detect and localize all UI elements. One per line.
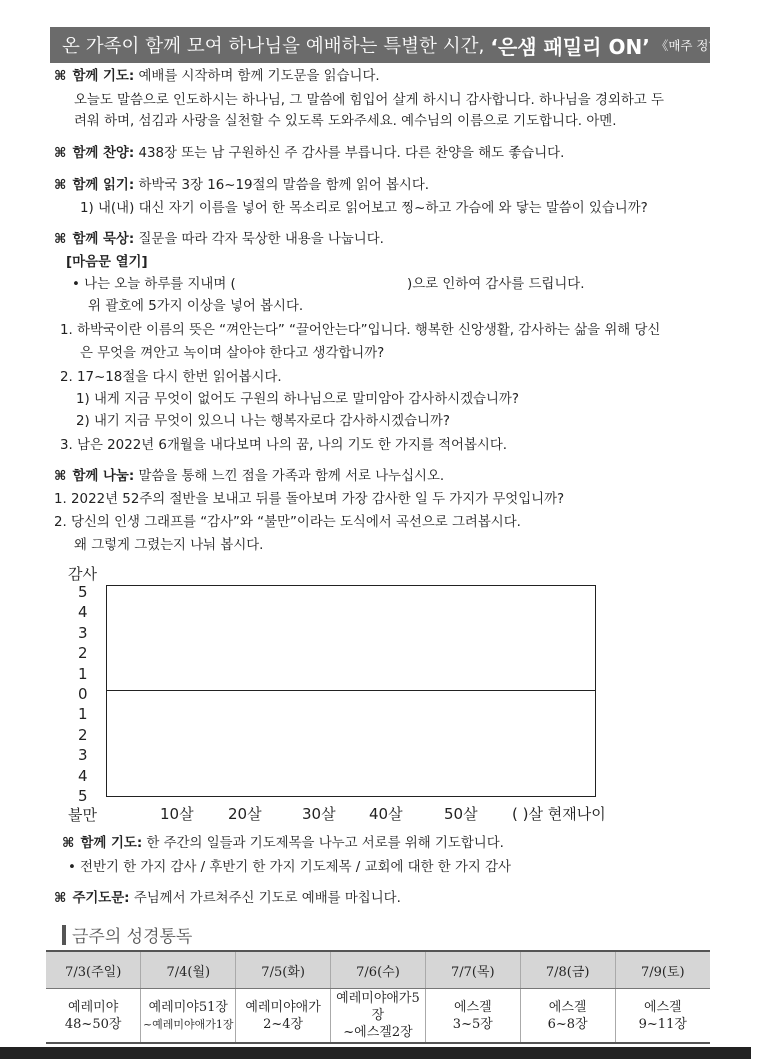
sharing-q1: 1. 2022년 52주의 절반을 보내고 뒤를 돌아보며 가장 감사한 일 두 가지가 무엇입니까? [54,492,565,507]
table-header-day: 7/8(금) [520,951,615,989]
graph-y-tick: 5 [78,787,88,805]
reading-heading [54,177,429,195]
reading-line: 예레미야51장 [148,999,228,1015]
reading-line: 3~5장 [452,1016,493,1032]
command-icon: ⌘ [54,146,67,161]
benediction-desc: 주님께서 가르쳐주신 기도로 예배를 마칩니다. [133,891,401,906]
meditation-q3: 3. 남은 2022년 6개월을 내다보며 나의 꿈, 나의 기도 한 가지를 적어봅시다. [60,438,508,453]
prayer2-title: 함께 기도: [80,836,143,851]
banner-emphasis: ‘은샘 패밀리 ON’ [490,34,650,59]
benediction-heading [54,890,401,908]
section-bar-icon [62,925,66,945]
graph-y-tick: 4 [78,766,88,785]
bible-section-title-text: 금주의 성경통독 [72,927,193,947]
reading-item-1: 1) 내(내) 대신 자기 이름을 넣어 한 목소리로 읽어보고 찡~하고 가슴에 와 닿는 말씀이 있습니까? [80,201,648,216]
reading-line: ~예레미야애가1장 [142,1017,234,1031]
table-cell [425,989,520,1044]
opener-line1-end: )으로 인하여 감사를 드립니다. [407,277,585,292]
sharing-desc: 말씀을 통해 느낀 점을 가족과 함께 서로 나누십시오. [138,469,445,484]
prayer-title: 함께 기도: [72,69,135,84]
graph-y-tick: 2 [78,644,88,663]
table-cell [236,989,331,1044]
praise-desc: 438장 또는 남 구원하신 주 감사를 부릅니다. 다른 찬양을 해도 좋습니다. [138,146,565,161]
table-cell [46,989,141,1044]
reading-line: 에스겔 [643,999,682,1015]
graph-y-tick: 0 [78,685,88,703]
graph-zero-line [107,690,595,691]
meditation-desc: 질문을 따라 각자 묵상한 내용을 나눕니다. [138,232,384,247]
graph-y-tick: 3 [78,746,88,765]
reading-line: 예레미야애가5장 [336,991,420,1023]
table-header-day: 7/9(토) [615,951,710,989]
table-row [46,989,710,1044]
command-icon: ⌘ [54,469,67,484]
table-header-day: 7/4(월) [141,951,236,989]
prayer2-desc: 한 주간의 일들과 기도제목을 나누고 서로를 위해 기도합니다. [146,836,504,851]
table-cell [615,989,710,1044]
bottom-divider [0,1047,751,1059]
graph-top-label: 감사 [68,565,97,583]
table-cell [141,989,236,1044]
table-header-day: 7/5(화) [236,951,331,989]
graph-x-tick: 20살 [228,805,262,823]
reading-line: 예레미야 [68,999,119,1015]
reading-line: ~에스겔2장 [343,1025,413,1040]
reading-line: 에스겔 [453,999,492,1015]
prayer-desc: 예배를 시작하며 함께 기도문을 읽습니다. [138,69,380,84]
benediction-title: 주기도문: [72,891,130,906]
graph-y-tick: 4 [78,603,88,622]
praise-heading [54,145,564,163]
reading-desc: 하박국 3장 16~19절의 말씀을 함께 읽어 봅시다. [138,178,430,193]
meditation-title: 함께 묵상: [72,232,135,247]
prayer-text-line1: 오늘도 말씀으로 인도하시는 하나님, 그 말씀에 힘입어 살게 하시니 감사합니다. 하나님을 경외하고 두 [74,93,664,108]
reading-line: 6~8장 [547,1016,588,1032]
reading-title: 함께 읽기: [72,178,135,193]
prayer-text-line2: 려워 하며, 섬김과 사랑을 실천할 수 있도록 도와주세요. 예수님의 이름으로 기도합니다. 아멘. [74,114,617,129]
graph-y-tick: 1 [78,705,88,724]
graph-x-tick: ( )살 현재나이 [512,805,606,823]
meditation-q2-2: 2) 내기 지금 무엇이 있으니 나는 행복자로다 감사하시겠습니까? [76,414,451,429]
graph-y-tick: 3 [78,623,88,642]
reading-line: 에스겔 [548,999,587,1015]
reading-line: 48~50장 [64,1016,122,1032]
graph-y-tick: 2 [78,725,88,744]
banner-title: 온 가족이 함께 모여 하나님을 예배하는 특별한 시간, [62,36,485,57]
graph-x-tick: 30살 [302,805,336,823]
graph-x-tick: 10살 [160,805,194,823]
graph-y-tick: 5 [78,583,88,601]
prayer-heading [54,68,380,86]
sharing-title: 함께 나눔: [72,469,135,484]
opener-line2: 위 괄호에 5가지 이상을 넣어 봅시다. [88,299,304,314]
sharing-q2-line2: 왜 그렇게 그렸는지 나눠 봅시다. [74,538,264,553]
banner-note: 《매주 정한 시간에》 [655,38,773,53]
bible-section-title [62,922,192,947]
table-cell [331,989,426,1044]
graph-bottom-label: 불만 [68,806,97,824]
table-cell [520,989,615,1044]
graph-frame[interactable] [106,585,596,797]
bible-reading-table [46,950,710,1044]
command-icon: ⌘ [54,891,67,906]
command-icon: ⌘ [54,178,67,193]
header-banner [50,27,773,63]
table-header-day: 7/3(주일) [46,951,141,989]
opener-title: [마음문 열기] [66,255,148,270]
command-icon: ⌘ [54,232,67,247]
sharing-heading [54,468,444,486]
graph-x-tick: 50살 [444,805,478,823]
sharing-q2-line1: 2. 당신의 인생 그래프를 “감사”와 “불만”이라는 도식에서 곡선으로 그려봅시다. [54,515,521,530]
praise-title: 함께 찬양: [72,146,135,161]
command-icon: ⌘ [54,69,67,84]
meditation-q1-line2: 은 무엇을 껴안고 녹이며 살아야 한다고 생각합니까? [80,346,385,361]
meditation-q2: 2. 17~18절을 다시 한번 읽어봅시다. [60,370,282,385]
meditation-heading [54,231,384,249]
table-header-row [46,951,710,989]
command-icon: ⌘ [62,836,75,851]
table-header-day: 7/7(목) [425,951,520,989]
reading-line: 2~4장 [263,1016,304,1032]
reading-line: 9~11장 [638,1016,687,1032]
prayer2-line1: • 전반기 한 가지 감사 / 후반기 한 가지 기도제목 / 교회에 대한 한 가지 감사 [68,860,511,875]
meditation-q1-line1: 1. 하박국이란 이름의 뜻은 “껴안는다” “끌어안는다”입니다. 행복한 신앙생활, 감사하는 삶을 위해 당신 [60,323,661,338]
meditation-q2-1: 1) 내게 지금 무엇이 없어도 구원의 하나님으로 말미암아 감사하시겠습니까? [76,392,519,407]
opener-line1-start: • 나는 오늘 하루를 지내며 ( [72,277,236,292]
table-header-day: 7/6(수) [331,951,426,989]
reading-line: 예레미야애가 [245,999,321,1015]
prayer2-heading [62,835,504,853]
graph-y-tick: 1 [78,664,88,683]
graph-x-tick: 40살 [369,805,403,823]
